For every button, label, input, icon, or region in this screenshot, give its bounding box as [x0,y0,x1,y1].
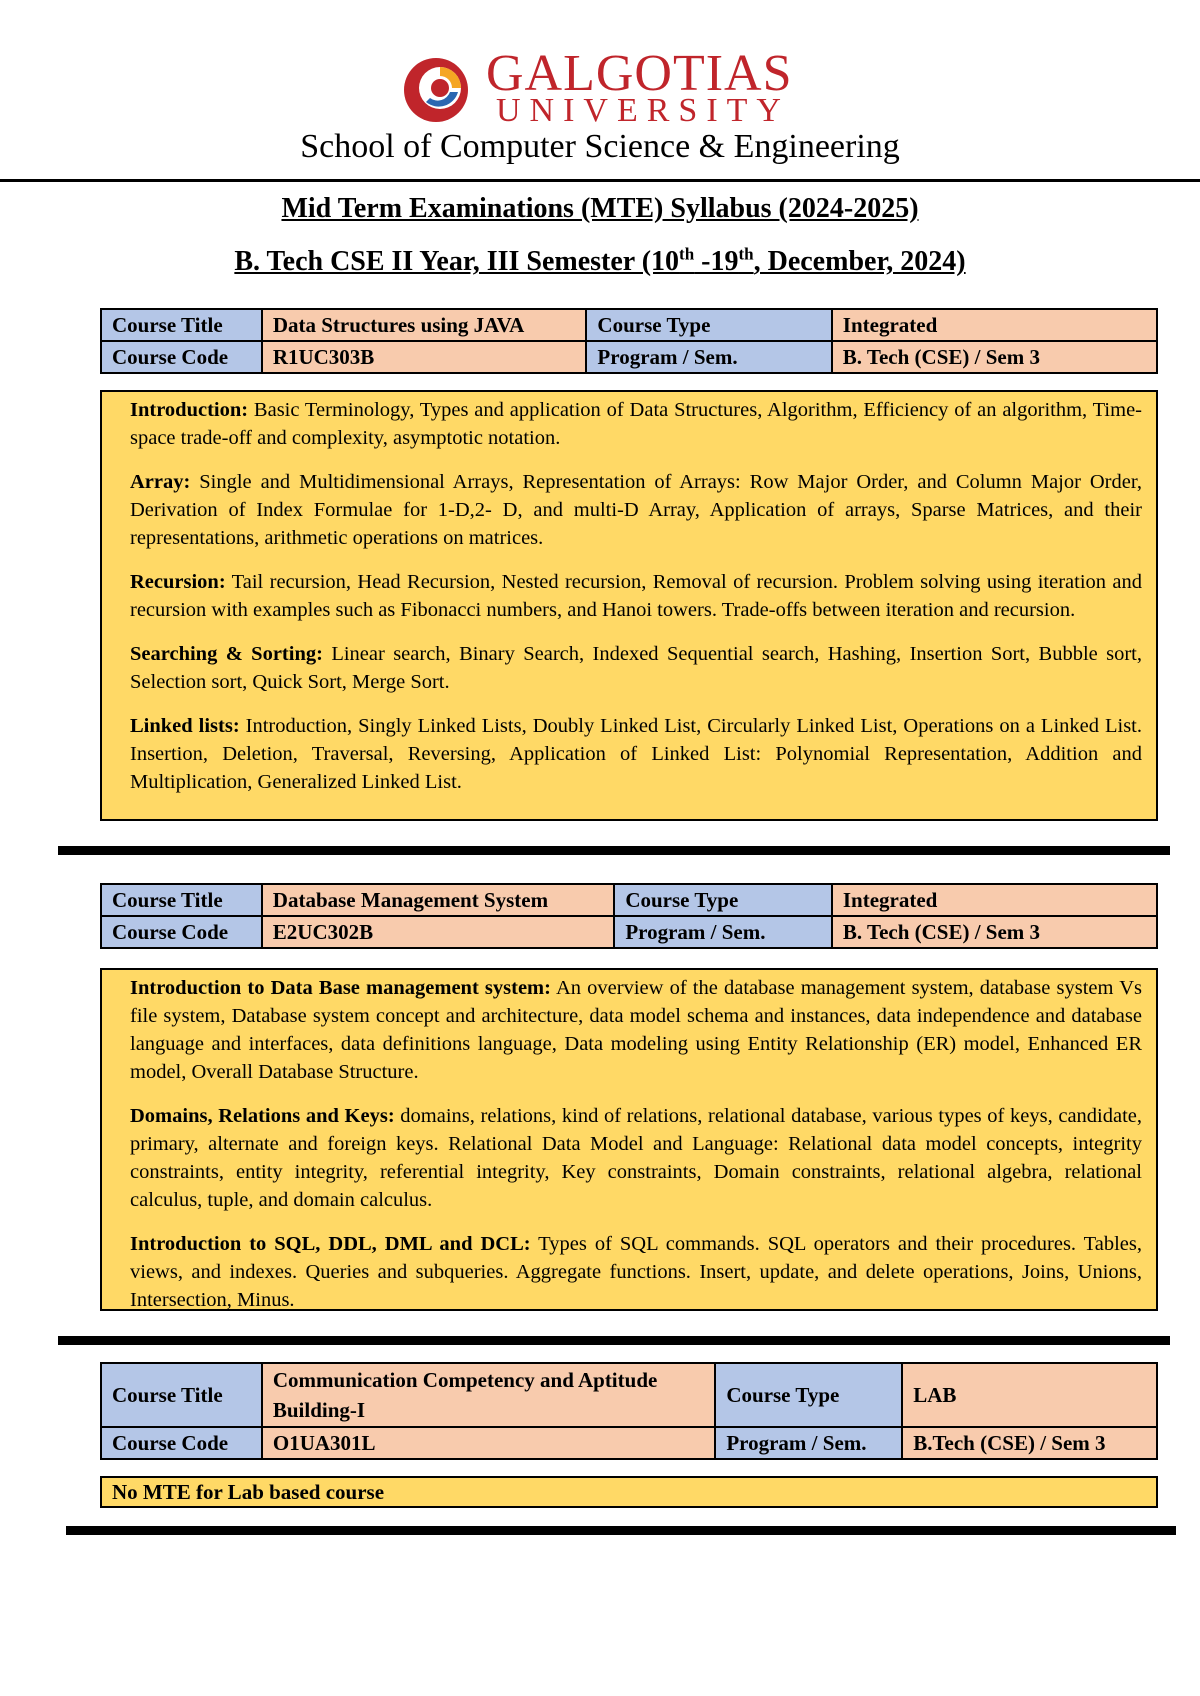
syllabus-content [100,390,1158,821]
document-subtitle: B. Tech CSE II Year, III Semester (10th -19th, December, 2024) [234,245,966,278]
program-sem-label: Program / Sem. [715,1427,902,1459]
course-type-value: Integrated [832,884,1157,916]
syllabus-topic: Recursion: Tail recursion, Head Recursion, Nested recursion, Removal of recursion. Problem solving using iteration and recursion with examples such as Fibonacci numbers, and Hanoi towers. Trade-offs between iteration and recursion. [130,571,1142,621]
course-type-label: Course Type [715,1363,902,1427]
course-title-label: Course Title [101,884,262,916]
school-name: School of Computer Science & Engineering [300,128,900,165]
program-sem-label: Program / Sem. [586,341,831,373]
course-title-value: Communication Competency and Aptitude Building-I [262,1363,715,1427]
syllabus-topic: Introduction to Data Base management system: An overview of the database management system, database system Vs file system, Database system concept and architecture, data model schema and instances, data independence and database language and interfaces, data definitions language, Data modeling using Entity Relationship (ER) model, Enhanced ER model, Overall Database Structure. [130,977,1142,1083]
syllabus-topic: Array: Single and Multidimensional Arrays, Representation of Arrays: Row Major Order, and Column Major Order, Derivation of Index Formulae for 1-D,2- D, and multi-D Array, Application of arrays, Sparse Matrices, and their representations, arithmetic operations on matrices. [130,471,1142,549]
course-title-value: Database Management System [262,884,615,916]
program-sem-label: Program / Sem. [614,916,832,948]
course-type-label: Course Type [586,309,831,341]
header-divider [0,179,1200,182]
course-type-value: LAB [902,1363,1157,1427]
syllabus-topic: Introduction to SQL, DDL, DML and DCL: Types of SQL commands. SQL operators and their procedures. Tables, views, and indexes. Queries and subqueries. Aggregate functions. Insert, update, and delete operations, Joins, Unions, Intersection, Minus. [130,1233,1142,1311]
course-code-value: R1UC303B [262,341,587,373]
section-divider [58,1336,1170,1345]
document-title: Mid Term Examinations (MTE) Syllabus (2024-2025) [281,193,919,224]
logo-subtitle: UNIVERSITY [496,92,790,129]
galgotias-logo-icon [400,50,480,128]
section-divider [58,846,1170,855]
course-code-label: Course Code [101,1427,262,1459]
section-divider [66,1526,1176,1535]
course-info-table [100,308,1158,374]
course-title-label: Course Title [101,309,262,341]
course-title-value: Data Structures using JAVA [262,309,587,341]
program-sem-value: B. Tech (CSE) / Sem 3 [832,341,1157,373]
course-type-label: Course Type [614,884,832,916]
syllabus-topic: Linked lists: Introduction, Singly Linked Lists, Doubly Linked List, Circularly Linked List, Operations on a Linked List. Insertion, Deletion, Traversal, Reversing, Application of Linked List: Polynomial Representation, Addition and Multiplication, Generalized Linked List. [130,715,1142,793]
course-type-value: Integrated [832,309,1157,341]
program-sem-value: B. Tech (CSE) / Sem 3 [832,916,1157,948]
syllabus-topic: Introduction: Basic Terminology, Types and application of Data Structures, Algorithm, Efficiency of an algorithm, Time-space trade-off and complexity, asymptotic notation. [130,399,1142,449]
course-info-table [100,883,1158,949]
program-sem-value: B.Tech (CSE) / Sem 3 [902,1427,1157,1459]
course-code-label: Course Code [101,341,262,373]
course-info-table [100,1362,1158,1460]
no-mte-note: No MTE for Lab based course [100,1476,1158,1508]
course-code-value: O1UA301L [262,1427,715,1459]
syllabus-content [100,968,1158,1311]
course-code-value: E2UC302B [262,916,615,948]
university-logo [400,45,820,129]
logo-name: GALGOTIAS [486,45,793,102]
course-code-label: Course Code [101,916,262,948]
syllabus-topic: Searching & Sorting: Linear search, Binary Search, Indexed Sequential search, Hashing, Insertion Sort, Bubble sort, Selection sort, Quick Sort, Merge Sort. [130,643,1142,693]
syllabus-topic: Domains, Relations and Keys: domains, relations, kind of relations, relational database, various types of keys, candidate, primary, alternate and foreign keys. Relational Data Model and Language: Relational data model concepts, integrity constraints, entity integrity, referential integrity, Key constraints, Domain constraints, relational algebra, relational calculus, tuple, and domain calculus. [130,1105,1143,1211]
course-title-label: Course Title [101,1363,262,1427]
